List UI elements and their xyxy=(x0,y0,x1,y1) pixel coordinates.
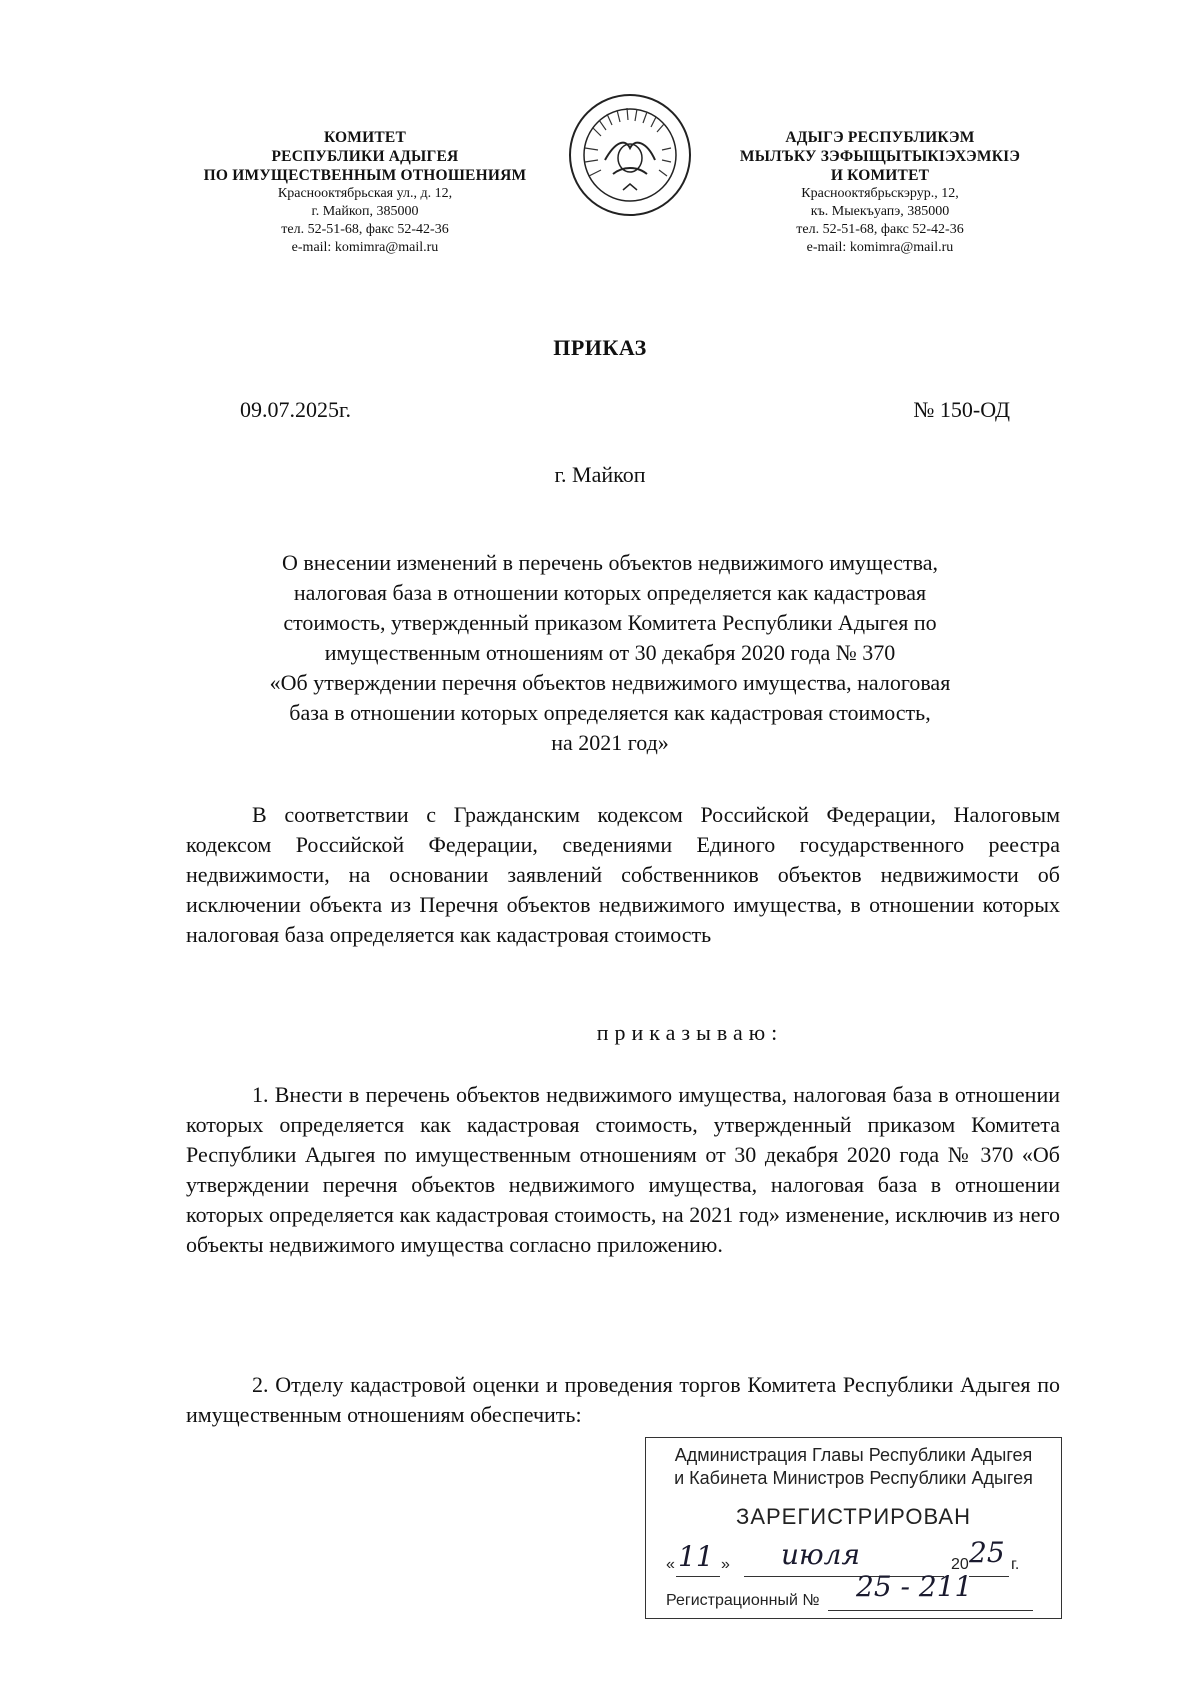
header-right-phone: тел. 52-51-68, факс 52-42-36 xyxy=(796,222,964,237)
header-right-address2: къ. Мыекъуапэ, 385000 xyxy=(810,204,950,219)
stamp-quote-close: » xyxy=(721,1556,730,1573)
preamble-paragraph xyxy=(186,800,1060,950)
document-date: 09.07.2025г. xyxy=(240,397,352,422)
stamp-regno-label: Регистрационный № xyxy=(666,1592,820,1609)
subject-line: налоговая база в отношении которых определяется как кадастровая xyxy=(293,580,927,605)
stamp-line1: Администрация Главы Республики Адыгея xyxy=(674,1445,1033,1465)
header-right-address1: Краснооктябрьскэрур., 12, xyxy=(801,186,959,201)
header-right xyxy=(680,128,1080,257)
stamp-day: 11 xyxy=(678,1540,714,1573)
order-item-1 xyxy=(186,1080,1060,1260)
header-left-line3: ПО ИМУЩЕСТВЕННЫМ ОТНОШЕНИЯМ xyxy=(203,167,527,184)
subject-line: «Об утверждении перечня объектов недвижимого имущества, налоговая xyxy=(269,670,951,695)
header-left xyxy=(140,128,590,257)
header-left-line1: КОМИТЕТ xyxy=(323,129,406,146)
order-item-2-text: 2. Отделу кадастровой оценки и проведения торгов Комитета Республики Адыгея по имущественным отношениям обеспечить: xyxy=(186,1372,1060,1427)
header-right-line3: И КОМИТЕТ xyxy=(830,167,930,184)
subject-line: имущественным отношениям от 30 декабря 2020 года № 370 xyxy=(324,640,896,665)
subject-line: база в отношении которых определяется как кадастровая стоимость, xyxy=(289,700,931,725)
orders-word: приказываю: xyxy=(596,1020,784,1045)
header-right-email: e-mail: komimra@mail.ru xyxy=(806,240,954,255)
preamble-text: В соответствии с Гражданским кодексом Российской Федерации, Налоговым кодексом Российской Федерации, сведениями Единого государственного реестра недвижимости, на основании заявлений собственников объектов недвижимости об исключении объекта из Перечня объектов недвижимого имущества, в отношении которых налоговая база определяется как кадастровая стоимость xyxy=(186,802,1060,947)
document-subject xyxy=(180,548,1040,758)
stamp-month: июля xyxy=(781,1538,861,1571)
coat-of-arms-emblem xyxy=(565,90,695,220)
header-left-address2: г. Майкоп, 385000 xyxy=(311,204,419,219)
emblem-icon xyxy=(565,90,695,220)
document-city: г. Майкоп xyxy=(554,462,646,487)
subject-line: стоимость, утвержденный приказом Комитета Республики Адыгея по xyxy=(283,610,937,635)
header-right-line1: АДЫГЭ РЕСПУБЛИКЭМ xyxy=(785,129,975,146)
registration-stamp xyxy=(645,1437,1062,1619)
header-left-address1: Краснооктябрьская ул., д. 12, xyxy=(277,186,453,201)
order-item-1-text: 1. Внести в перечень объектов недвижимого имущества, налоговая база в отношении которых определяется как кадастровая стоимость, утвержденный приказом Комитета Республики Адыгея по имущественным отношениям от 30 декабря 2020 года № 370 «Об утверждении перечня объектов недвижимого имущества, налоговая база в отношении которых определяется как кадастровая стоимость, на 2021 год» изменение, исключив из него объекты недвижимого имущества согласно приложению. xyxy=(186,1082,1060,1257)
stamp-regno-value: 25 - 211 xyxy=(856,1570,973,1603)
stamp-quote-open: « xyxy=(666,1556,675,1573)
stamp-year-prefix: 20 xyxy=(951,1556,969,1573)
document-title: ПРИКАЗ xyxy=(553,335,647,360)
header-left-phone: тел. 52-51-68, факс 52-42-36 xyxy=(281,222,449,237)
header-right-line2: МЫЛЪКУ ЗЭФЫЩЫТЫКIЭХЭМКIЭ xyxy=(739,148,1021,165)
document-number: № 150-ОД xyxy=(913,397,1010,422)
stamp-line2: и Кабинета Министров Республики Адыгея xyxy=(674,1468,1033,1488)
header-left-email: e-mail: komimra@mail.ru xyxy=(291,240,439,255)
header-left-line2: РЕСПУБЛИКИ АДЫГЕЯ xyxy=(271,148,459,165)
order-item-2 xyxy=(186,1370,1060,1430)
stamp-registered: ЗАРЕГИСТРИРОВАН xyxy=(736,1504,971,1529)
subject-line: О внесении изменений в перечень объектов недвижимого имущества, xyxy=(281,550,938,575)
stamp-year-suffix: 25 xyxy=(969,1536,1005,1569)
stamp-year-end: г. xyxy=(1011,1556,1020,1573)
subject-line: на 2021 год» xyxy=(551,730,669,755)
